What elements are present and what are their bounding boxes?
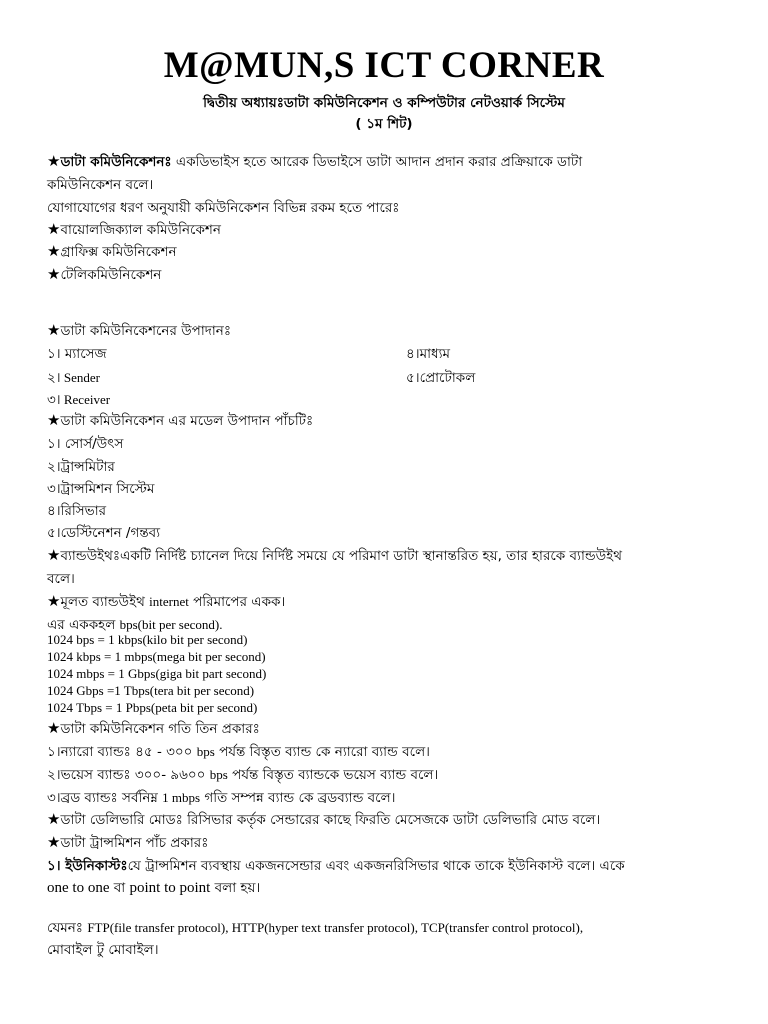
conversion-line: 1024 bps = 1 kbps(kilo bit per second) [47, 632, 248, 647]
text-part: যেমনঃ [47, 920, 88, 936]
text-part: internet [149, 594, 189, 609]
type-item [47, 219, 221, 242]
star-icon: ★ [47, 242, 61, 260]
star-icon: ★ [47, 411, 61, 429]
definition-line [47, 151, 582, 174]
star-icon: ★ [47, 546, 61, 564]
component-item [47, 389, 110, 412]
speed-item [47, 787, 395, 810]
item-label: Sender [60, 370, 100, 385]
type-label: গ্রাফিক্স কমিউনিকেশন [60, 244, 177, 260]
conversion-line: 1024 kbps = 1 mbps(mega bit per second) [47, 649, 266, 664]
component-item: ১। ম্যাসেজ [47, 346, 107, 362]
model-item: ১। সোর্স/উৎস [47, 436, 124, 452]
text-part: গতি সম্পন্ন ব্যান্ড কে ব্রডব্যান্ড বলে। [200, 790, 396, 806]
unicast-line-2 [47, 877, 260, 900]
speed-item [47, 741, 430, 764]
bandwidth-unit [47, 591, 285, 614]
star-icon: ★ [47, 220, 61, 238]
page-title: M@MUN,S ICT CORNER [163, 45, 605, 86]
item-number: ২। [47, 370, 61, 386]
star-icon: ★ [47, 592, 61, 610]
text-part: bps [196, 744, 215, 759]
delivery-mode [47, 809, 600, 832]
star-icon: ★ [47, 810, 61, 828]
text-part: point to point [129, 880, 211, 896]
components-heading-text: ডাটা কমিউনিকেশনের উপাদানঃ [60, 323, 232, 339]
speed-item [47, 764, 438, 787]
text-part: পর্যন্ত বিস্তৃত ব্যান্ড কে ন্যারো ব্যান্ড বলে। [214, 744, 430, 760]
chapter-subtitle: দ্বিতীয় অধ্যায়ঃডাটা কমিউনিকেশন ও কম্পিউটার নেটওয়ার্ক সিস্টেম [203, 95, 565, 111]
star-icon: ★ [47, 719, 61, 737]
unicast-heading: ১। ইউনিকাস্টঃ [47, 858, 128, 874]
text-part: FTP(file transfer protocol), HTTP(hyper text transfer protocol), TCP(transfer control protocol), [87, 920, 584, 935]
bandwidth-definition-2: বলে। [47, 571, 75, 587]
text-part: ১।ন্যারো ব্যান্ডঃ ৪৫ - ৩০০ [47, 744, 197, 760]
text-part: ৩।ব্রড ব্যান্ডঃ সর্বনিম্ন [47, 790, 163, 806]
sheet-number: ( ১ম শিট) [355, 116, 413, 132]
types-intro: যোগাযোগের ধরণ অনুযায়ী কমিউনিকেশন বিভিন্ন রকম হতে পারেঃ [47, 200, 400, 216]
speed-heading [47, 718, 260, 741]
model-item: ৩।ট্রান্সমিশন সিস্টেম [47, 481, 155, 497]
text-part: bps [209, 767, 228, 782]
example-line [47, 917, 583, 940]
text-part: পরিমাপের একক। [188, 594, 286, 610]
model-heading-text: ডাটা কমিউনিকেশন এর মডেল উপাদান পাঁচটিঃ [60, 413, 314, 429]
text-part: মূলত ব্যান্ডউইথ [60, 594, 150, 610]
text-part: বা [109, 880, 130, 896]
item-number: ৩। [47, 392, 61, 408]
definition-line-2: কমিউনিকেশন বলে। [47, 177, 154, 193]
conversion-line: 1024 Gbps =1 Tbps(tera bit per second) [47, 683, 255, 698]
transmission-heading-text: ডাটা ট্রান্সমিশন পাঁচ প্রকারঃ [60, 835, 209, 851]
unicast-text: যে ট্রান্সমিশন ব্যবস্থায় একজনসেন্ডার এবং একজনরিসিভার থাকে তাকে ইউনিকাস্ট বলে। একে [127, 858, 625, 874]
component-item: ৫।প্রোটোকল [406, 370, 476, 386]
definition-heading: ডাটা কমিউনিকেশনঃ [60, 154, 172, 170]
text-part: বলা হয়। [210, 880, 261, 896]
type-item [47, 241, 177, 264]
item-label: Receiver [60, 392, 111, 407]
component-item [47, 367, 100, 390]
text-part: bps(bit per second). [119, 617, 223, 632]
text-part: এর এককহল [47, 617, 120, 633]
text-part: পর্যন্ত বিস্তৃত ব্যান্ডকে ভয়েস ব্যান্ড বলে। [227, 767, 439, 783]
model-item: ৫।ডেস্টিনেশন /গন্তব্য [47, 525, 161, 541]
text-part: 1 mbps [162, 790, 201, 805]
star-icon: ★ [47, 152, 61, 170]
star-icon: ★ [47, 265, 61, 283]
model-item: ৪।রিসিভার [47, 503, 107, 519]
speed-heading-text: ডাটা কমিউনিকেশন গতি তিন প্রকারঃ [60, 721, 260, 737]
star-icon: ★ [47, 833, 61, 851]
type-label: বায়োলজিক্যাল কমিউনিকেশন [60, 222, 221, 238]
type-label: টেলিকমিউনিকেশন [60, 267, 162, 283]
model-heading [47, 410, 313, 433]
unicast-line [47, 855, 625, 878]
conversion-line: 1024 mbps = 1 Gbps(giga bit part second) [47, 666, 267, 681]
component-item: ৪।মাধ্যম [406, 346, 450, 362]
model-item: ২।ট্রান্সমিটার [47, 459, 115, 475]
star-icon: ★ [47, 321, 61, 339]
definition-text: একডিভাইস হতে আরেক ডিভাইসে ডাটা আদান প্রদান করার প্রক্রিয়াকে ডাটা [171, 154, 583, 170]
text-part: ২।ভয়েস ব্যান্ডঃ ৩০০- ৯৬০০ [47, 767, 210, 783]
delivery-mode-text: ডাটা ডেলিভারি মোডঃ রিসিভার কর্তৃক সেন্ডারের কাছে ফিরতি মেসেজকে ডাটা ডেলিভারি মোড বলে। [60, 812, 601, 828]
text-part: one to one [47, 880, 110, 896]
type-item [47, 264, 161, 287]
bandwidth-definition-text: ব্যান্ডউইথঃএকটি নির্দিষ্ট চ্যানেল দিয়ে নির্দিষ্ট সময়ে যে পরিমাণ ডাটা স্থানান্তরিত হয়, তার হারকে ব্যান্ডউইথ [60, 548, 622, 564]
conversion-line: 1024 Tbps = 1 Pbps(peta bit per second) [47, 700, 258, 715]
bandwidth-definition [47, 545, 622, 568]
components-heading [47, 320, 231, 343]
transmission-heading [47, 832, 208, 855]
example-line-2: মোবাইল টু মোবাইল। [47, 942, 159, 958]
